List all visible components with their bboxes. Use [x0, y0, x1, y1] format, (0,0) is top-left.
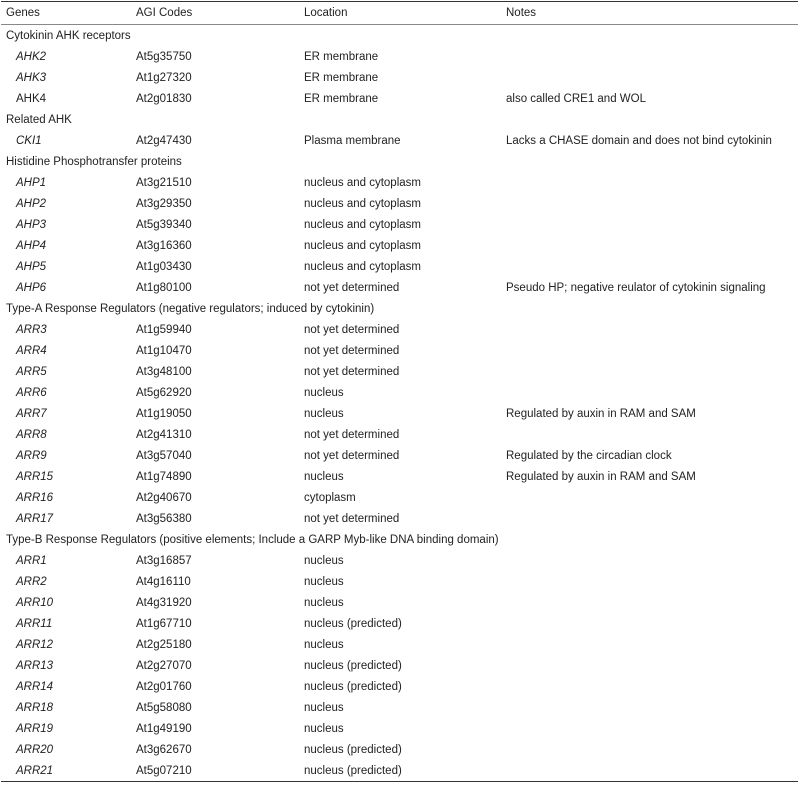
gene-cell: AHP4	[16, 239, 47, 252]
table-row	[1, 592, 798, 613]
location-cell: nucleus (predicted)	[304, 617, 402, 630]
agi-code-cell: At2g27070	[136, 659, 192, 672]
notes-cell	[501, 193, 798, 214]
table-body	[1, 25, 798, 782]
table-row	[1, 655, 798, 676]
section-title: Type-A Response Regulators (negative regulators; induced by cytokinin)	[6, 302, 375, 315]
agi-code-cell: At1g27320	[136, 71, 192, 84]
table-row	[1, 88, 798, 109]
gene-cell: AHP5	[16, 260, 47, 273]
header-notes: Notes	[506, 7, 537, 19]
table-header	[1, 2, 798, 25]
gene-cell: ARR9	[16, 449, 47, 462]
table-row	[1, 235, 798, 256]
notes-cell: also called CRE1 and WOL	[506, 92, 646, 105]
location-cell: nucleus and cytoplasm	[304, 218, 421, 231]
header-location: Location	[304, 7, 348, 19]
gene-cell: ARR2	[16, 575, 47, 588]
location-cell: nucleus	[304, 554, 344, 567]
location-cell: nucleus	[304, 638, 344, 651]
table-row	[1, 340, 798, 361]
location-cell: ER membrane	[304, 92, 379, 105]
agi-code-cell: At2g01830	[136, 92, 192, 105]
notes-cell	[501, 487, 798, 508]
section-row	[1, 109, 798, 130]
section-title: Type-B Response Regulators (positive elements; Include a GARP Myb-like DNA binding domain)	[6, 533, 499, 546]
table-row	[1, 466, 798, 487]
notes-cell	[501, 361, 798, 382]
agi-code-cell: At2g25180	[136, 638, 192, 651]
location-cell: ER membrane	[304, 71, 379, 84]
header-row	[1, 2, 798, 25]
table-row	[1, 193, 798, 214]
table-row	[1, 319, 798, 340]
gene-cell: ARR8	[16, 428, 47, 441]
gene-cell: ARR5	[16, 365, 47, 378]
notes-cell	[501, 319, 798, 340]
notes-cell	[501, 214, 798, 235]
table-row	[1, 46, 798, 67]
location-cell: nucleus and cytoplasm	[304, 197, 421, 210]
agi-code-cell: At5g35750	[136, 50, 192, 63]
gene-cell: ARR14	[16, 680, 54, 693]
table-row	[1, 172, 798, 193]
section-title: Cytokinin AHK receptors	[6, 29, 131, 42]
notes-cell	[501, 550, 798, 571]
notes-cell	[501, 676, 798, 697]
location-cell: not yet determined	[304, 449, 400, 462]
table-row	[1, 256, 798, 277]
location-cell: not yet determined	[304, 365, 400, 378]
location-cell: nucleus (predicted)	[304, 680, 402, 693]
location-cell: not yet determined	[304, 428, 400, 441]
table-row	[1, 571, 798, 592]
header-agi-codes: AGI Codes	[136, 7, 193, 19]
gene-cell: AHK3	[16, 71, 47, 84]
agi-code-cell: At1g10470	[136, 344, 192, 357]
gene-cell: AHK4	[16, 92, 47, 105]
agi-code-cell: At5g58080	[136, 701, 192, 714]
location-cell: nucleus (predicted)	[304, 764, 402, 777]
agi-code-cell: At2g41310	[136, 428, 192, 441]
section-row	[1, 529, 798, 550]
location-cell: nucleus	[304, 575, 344, 588]
table-row	[1, 739, 798, 760]
table-row	[1, 634, 798, 655]
location-cell: nucleus and cytoplasm	[304, 239, 421, 252]
notes-cell	[501, 697, 798, 718]
location-cell: nucleus	[304, 722, 344, 735]
table-row	[1, 760, 798, 782]
gene-cell: ARR19	[16, 722, 54, 735]
gene-cell: AHK2	[16, 50, 47, 63]
notes-cell	[501, 382, 798, 403]
table-row	[1, 361, 798, 382]
notes-cell: Pseudo HP; negative reulator of cytokinin signaling	[506, 281, 766, 294]
agi-code-cell: At2g01760	[136, 680, 192, 693]
location-cell: Plasma membrane	[304, 134, 401, 147]
table-row	[1, 277, 798, 298]
gene-cell: ARR12	[16, 638, 54, 651]
gene-cell: ARR4	[16, 344, 47, 357]
notes-cell: Lacks a CHASE domain and does not bind cytokinin	[506, 134, 772, 147]
agi-code-cell: At3g29350	[136, 197, 192, 210]
location-cell: nucleus	[304, 701, 344, 714]
notes-cell	[501, 67, 798, 88]
table-row	[1, 487, 798, 508]
gene-cell: ARR3	[16, 323, 47, 336]
notes-cell	[501, 760, 798, 782]
location-cell: nucleus	[304, 386, 344, 399]
gene-cell: ARR1	[16, 554, 47, 567]
gene-cell: ARR17	[16, 512, 54, 525]
table-row	[1, 697, 798, 718]
agi-code-cell: At1g49190	[136, 722, 192, 735]
agi-code-cell: At5g07210	[136, 764, 192, 777]
agi-code-cell: At1g80100	[136, 281, 192, 294]
notes-cell	[501, 340, 798, 361]
agi-code-cell: At1g03430	[136, 260, 192, 273]
gene-cell: CKI1	[16, 134, 42, 147]
gene-cell: AHP2	[16, 197, 47, 210]
table-row	[1, 613, 798, 634]
location-cell: not yet determined	[304, 344, 400, 357]
gene-table	[1, 1, 798, 782]
table-row	[1, 403, 798, 424]
agi-code-cell: At5g62920	[136, 386, 192, 399]
location-cell: nucleus (predicted)	[304, 743, 402, 756]
gene-cell: ARR16	[16, 491, 54, 504]
agi-code-cell: At3g48100	[136, 365, 192, 378]
gene-cell: ARR18	[16, 701, 54, 714]
gene-cell: ARR20	[16, 743, 54, 756]
header-genes: Genes	[6, 7, 40, 19]
location-cell: nucleus (predicted)	[304, 659, 402, 672]
table-row	[1, 445, 798, 466]
gene-cell: ARR21	[16, 764, 54, 777]
location-cell: nucleus	[304, 470, 344, 483]
notes-cell	[501, 172, 798, 193]
notes-cell	[501, 508, 798, 529]
agi-code-cell: At4g16110	[136, 575, 191, 588]
agi-code-cell: At3g57040	[136, 449, 192, 462]
agi-code-cell: At1g19050	[136, 407, 192, 420]
agi-code-cell: At5g39340	[136, 218, 192, 231]
notes-cell	[501, 235, 798, 256]
table-row	[1, 67, 798, 88]
location-cell: nucleus	[304, 596, 344, 609]
table-row	[1, 214, 798, 235]
location-cell: not yet determined	[304, 323, 400, 336]
agi-code-cell: At1g59940	[136, 323, 192, 336]
gene-cell: ARR10	[16, 596, 54, 609]
section-title: Histidine Phosphotransfer proteins	[6, 155, 182, 168]
notes-cell	[501, 655, 798, 676]
location-cell: cytoplasm	[304, 491, 356, 504]
gene-cell: ARR7	[16, 407, 47, 420]
table-row	[1, 508, 798, 529]
agi-code-cell: At4g31920	[136, 596, 192, 609]
agi-code-cell: At3g21510	[136, 176, 192, 189]
notes-cell	[501, 613, 798, 634]
gene-cell: AHP6	[16, 281, 47, 294]
agi-code-cell: At1g74890	[136, 470, 192, 483]
notes-cell	[501, 256, 798, 277]
notes-cell: Regulated by auxin in RAM and SAM	[506, 407, 696, 420]
section-title: Related AHK	[6, 113, 72, 126]
section-row	[1, 25, 798, 47]
location-cell: ER membrane	[304, 50, 379, 63]
agi-code-cell: At1g67710	[136, 617, 192, 630]
table-row	[1, 676, 798, 697]
gene-cell: ARR6	[16, 386, 47, 399]
notes-cell: Regulated by auxin in RAM and SAM	[506, 470, 696, 483]
table-row	[1, 424, 798, 445]
section-row	[1, 298, 798, 319]
agi-code-cell: At3g16360	[136, 239, 192, 252]
location-cell: not yet determined	[304, 281, 400, 294]
notes-cell	[501, 634, 798, 655]
notes-cell	[501, 571, 798, 592]
agi-code-cell: At2g40670	[136, 491, 192, 504]
table-row	[1, 550, 798, 571]
gene-cell: ARR11	[16, 617, 53, 630]
agi-code-cell: At3g56380	[136, 512, 192, 525]
table-row	[1, 130, 798, 151]
agi-code-cell: At3g16857	[136, 554, 192, 567]
notes-cell: Regulated by the circadian clock	[506, 449, 672, 462]
table-row	[1, 718, 798, 739]
gene-cell: AHP1	[16, 176, 47, 189]
notes-cell	[501, 424, 798, 445]
gene-cell: ARR13	[16, 659, 54, 672]
table-row	[1, 382, 798, 403]
location-cell: nucleus	[304, 407, 344, 420]
notes-cell	[501, 46, 798, 67]
location-cell: not yet determined	[304, 512, 400, 525]
gene-cell: ARR15	[16, 470, 54, 483]
notes-cell	[501, 592, 798, 613]
gene-cell: AHP3	[16, 218, 47, 231]
location-cell: nucleus and cytoplasm	[304, 260, 421, 273]
notes-cell	[501, 739, 798, 760]
location-cell: nucleus and cytoplasm	[304, 176, 421, 189]
notes-cell	[501, 718, 798, 739]
agi-code-cell: At3g62670	[136, 743, 192, 756]
agi-code-cell: At2g47430	[136, 134, 192, 147]
section-row	[1, 151, 798, 172]
